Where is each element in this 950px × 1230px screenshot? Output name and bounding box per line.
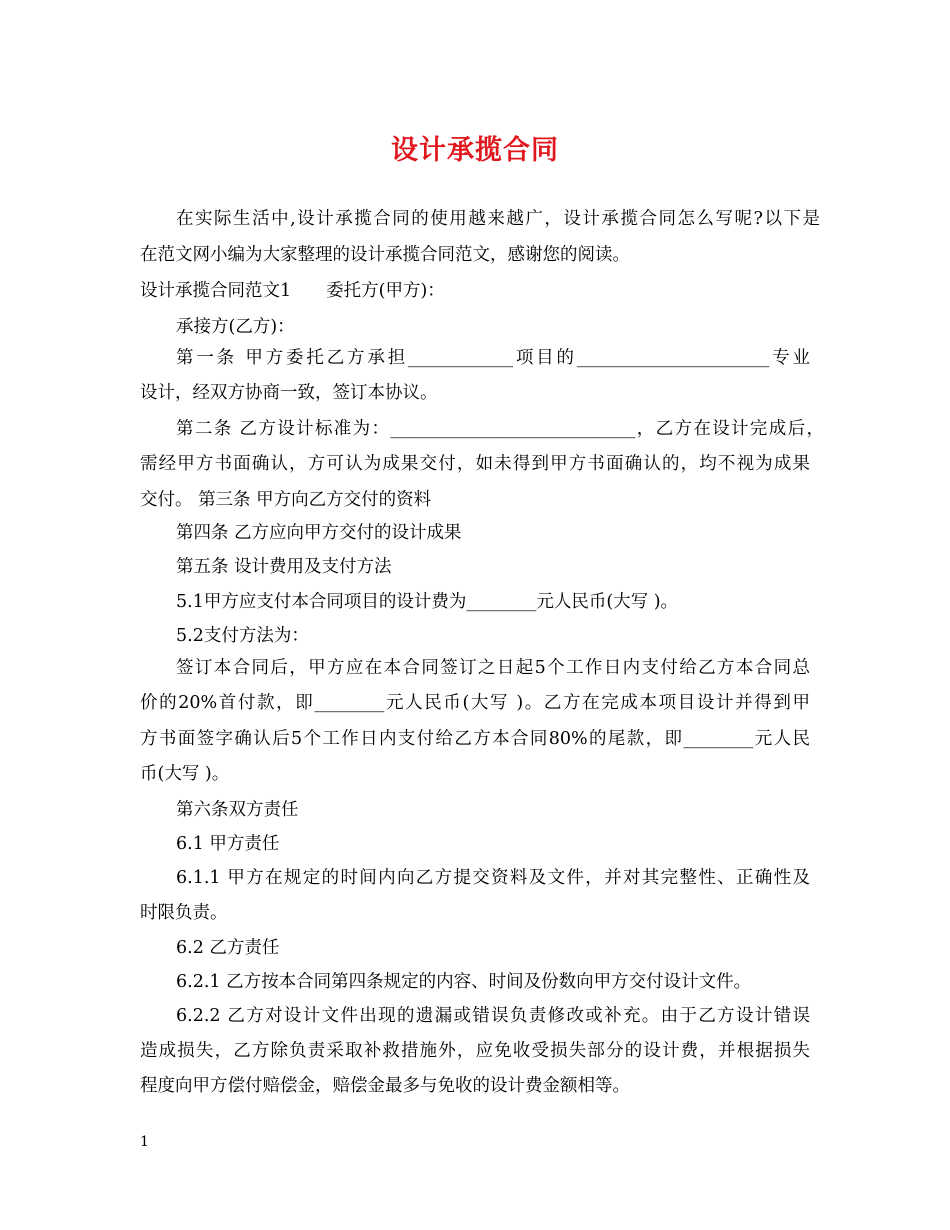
paragraph-line: 第五条 设计费用及支付方法 bbox=[176, 557, 392, 577]
paragraph-line: 设计，经双方协商一致，签订本协议。 bbox=[140, 383, 438, 403]
page-number: 1 bbox=[140, 1134, 149, 1150]
paragraph-line: 造成损失，乙方除负责采取补救措施外，应免收受损失部分的设计费，并根据损失 bbox=[140, 1041, 810, 1061]
paragraph-line: 在实际生活中,设计承揽合同的使用越来越广，设计承揽合同怎么写呢?以下是 bbox=[176, 209, 820, 229]
document-title: 设计承揽合同 bbox=[391, 135, 559, 166]
paragraph-line: 5.2支付方法为： bbox=[176, 626, 309, 646]
paragraph-line: 6.2.2 乙方对设计文件出现的遗漏或错误负责修改或补充。由于乙方设计错误 bbox=[176, 1006, 810, 1026]
paragraph-line: 方书面签字确认后5个工作日内支付给乙方本合同80%的尾款，即________元人民 bbox=[140, 729, 810, 749]
paragraph-line: 承接方(乙方)： bbox=[176, 317, 295, 337]
paragraph-line: 程度向甲方偿付赔偿金，赔偿金最多与免收的设计费金额相等。 bbox=[140, 1076, 630, 1096]
paragraph-line: 第六条双方责任 bbox=[176, 800, 299, 820]
paragraph-line: 6.2.1 乙方按本合同第四条规定的内容、时间及份数向甲方交付设计文件。 bbox=[176, 972, 752, 992]
paragraph-line: 时限负责。 bbox=[140, 903, 228, 923]
paragraph-line: 6.2 乙方责任 bbox=[176, 938, 280, 958]
paragraph-line: 币(大写 )。 bbox=[140, 764, 230, 784]
paragraph-line: 交付。 第三条 甲方向乙方交付的资料 bbox=[140, 490, 432, 510]
paragraph-line: 6.1 甲方责任 bbox=[176, 834, 280, 854]
paragraph-line: 价的20%首付款，即________元人民币(大写 )。乙方在完成本项目设计并得到甲 bbox=[140, 693, 810, 713]
paragraph-line: 设计承揽合同范文1 委托方(甲方)： bbox=[140, 281, 445, 301]
paragraph-line: 签订本合同后，甲方应在本合同签订之日起5个工作日内支付给乙方本合同总 bbox=[176, 658, 810, 678]
paragraph-line: 5.1甲方应支付本合同项目的设计费为________元人民币(大写 )。 bbox=[176, 592, 679, 612]
paragraph-line: 第二条 乙方设计标准为：____________________________，乙方在设计完成后， bbox=[176, 419, 824, 439]
paragraph-line: 在范文网小编为大家整理的设计承揽合同范文，感谢您的阅读。 bbox=[140, 245, 630, 265]
paragraph-line: 6.1.1 甲方在规定的时间内向乙方提交资料及文件，并对其完整性、正确性及 bbox=[176, 868, 810, 888]
paragraph-line: 需经甲方书面确认，方可认为成果交付，如未得到甲方书面确认的，均不视为成果 bbox=[140, 454, 810, 474]
paragraph-line: 第一条 甲方委托乙方承担____________项目的______________________专业 bbox=[176, 348, 810, 368]
paragraph-line: 第四条 乙方应向甲方交付的设计成果 bbox=[176, 523, 462, 543]
